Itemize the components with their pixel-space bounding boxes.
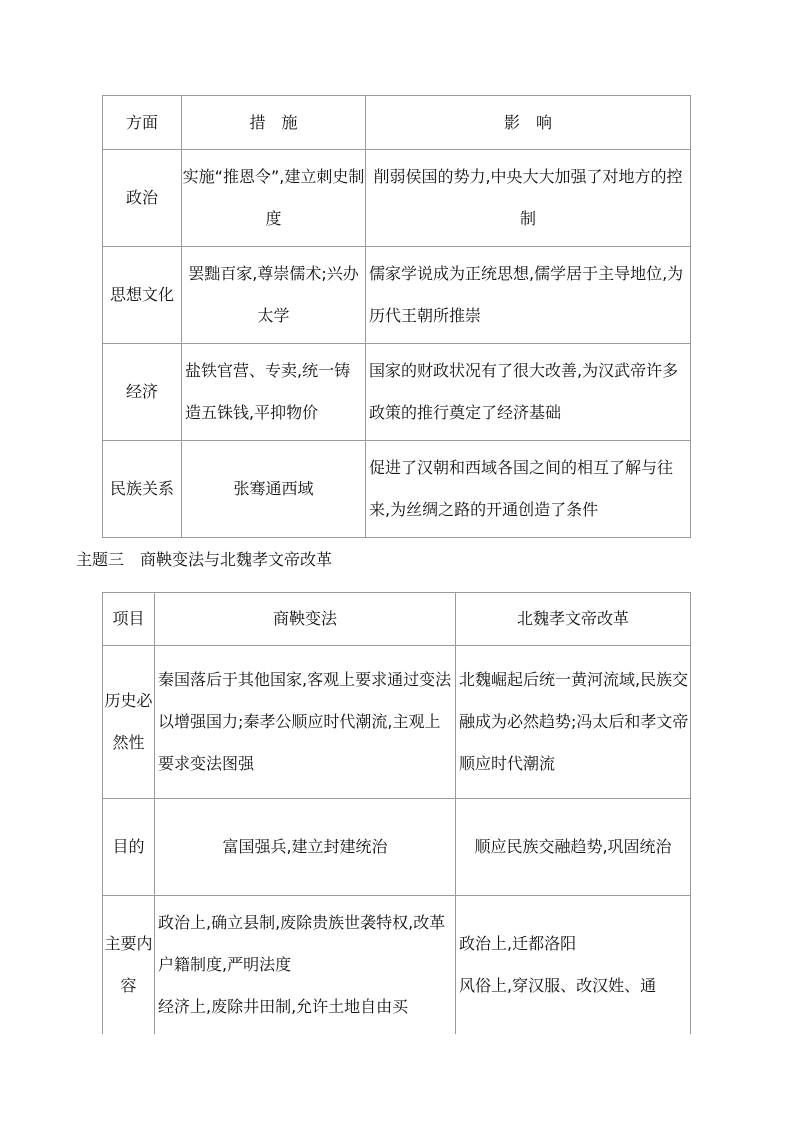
- row-effect: 削弱侯国的势力,中央大大加强了对地方的控制: [366, 150, 691, 247]
- row-shang-yang: [155, 896, 456, 1034]
- header-effect: 影 响: [366, 96, 691, 150]
- han-wudi-measures-table: [102, 95, 691, 538]
- row-shang-yang: 秦国落后于其他国家,客观上要求通过变法以增强国力;秦孝公顺应时代潮流,主观上要求变法图强: [155, 646, 456, 799]
- header-aspect: 方面: [103, 96, 182, 150]
- reform-comparison-table: [102, 592, 691, 1034]
- content-line: 经济上,废除井田制,允许土地自由买: [158, 996, 409, 1016]
- row-measure: 罢黜百家,尊崇儒术;兴办太学: [182, 247, 366, 344]
- row-aspect: 政治: [103, 150, 182, 247]
- table-header-row: [103, 593, 691, 646]
- content-line: 风俗上,穿汉服、改汉姓、通: [459, 975, 657, 995]
- row-xiaowen: 北魏崛起后统一黄河流域,民族交融成为必然趋势;冯太后和孝文帝顺应时代潮流: [456, 646, 691, 799]
- table-row: [103, 344, 691, 441]
- content-line: 政治上,确立县制,废除贵族世袭特权,改革户籍制度,严明法度: [158, 912, 446, 974]
- row-measure: 张骞通西域: [182, 441, 366, 538]
- row-xiaowen: 顺应民族交融趋势,巩固统治: [456, 799, 691, 896]
- row-aspect: 思想文化: [103, 247, 182, 344]
- header-item: 项目: [103, 593, 155, 646]
- row-item: 历史必然性: [103, 646, 155, 799]
- table-row: [103, 799, 691, 896]
- header-shang-yang: 商鞅变法: [155, 593, 456, 646]
- content-line: 政治上,迁都洛阳: [459, 933, 577, 953]
- table-header-row: [103, 96, 691, 150]
- row-item: 主要内容: [103, 896, 155, 1034]
- table-row: [103, 896, 691, 1034]
- row-measure: 盐铁官营、专卖,统一铸造五铢钱,平抑物价: [182, 344, 366, 441]
- table-row: [103, 150, 691, 247]
- row-effect: 国家的财政状况有了很大改善,为汉武帝许多政策的推行奠定了经济基础: [366, 344, 691, 441]
- row-item: 目的: [103, 799, 155, 896]
- row-effect: 儒家学说成为正统思想,儒学居于主导地位,为历代王朝所推崇: [366, 247, 691, 344]
- row-measure: 实施“推恩令”,建立刺史制度: [182, 150, 366, 247]
- table-row: [103, 247, 691, 344]
- row-aspect: 民族关系: [103, 441, 182, 538]
- header-xiaowen: 北魏孝文帝改革: [456, 593, 691, 646]
- table-row: [103, 646, 691, 799]
- row-effect: 促进了汉朝和西域各国之间的相互了解与往来,为丝绸之路的开通创造了条件: [366, 441, 691, 538]
- section-heading: 主题三 商鞅变法与北魏孝文帝改革: [76, 550, 333, 569]
- header-measure: 措 施: [182, 96, 366, 150]
- table-row: [103, 441, 691, 538]
- row-xiaowen: [456, 896, 691, 1034]
- row-aspect: 经济: [103, 344, 182, 441]
- row-shang-yang: 富国强兵,建立封建统治: [155, 799, 456, 896]
